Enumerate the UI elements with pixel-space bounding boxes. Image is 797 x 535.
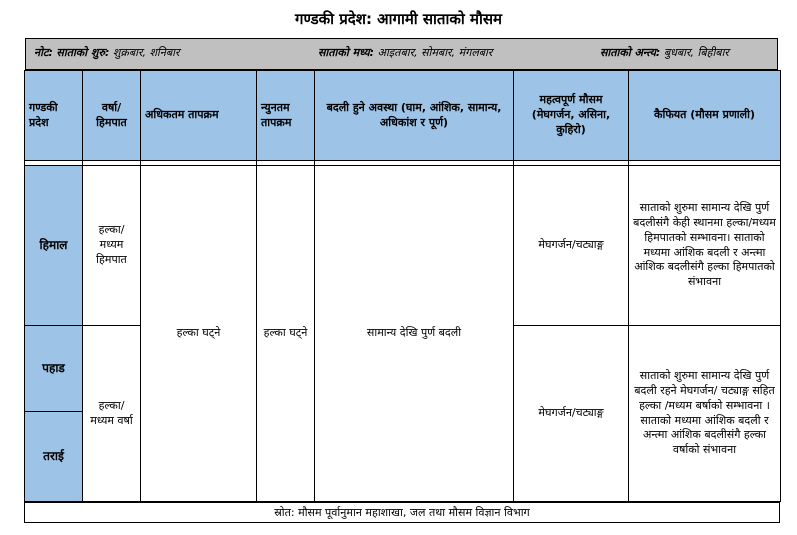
precip-pahad-terai: हल्का/ मध्यम वर्षा — [83, 326, 141, 502]
precip-himal: हल्का/ मध्यम हिमपात — [83, 166, 141, 326]
week-start-label: साताको शुरु: — [56, 46, 110, 59]
region-himal: हिमाल — [25, 166, 83, 326]
week-end-label: साताको अन्त्य: — [600, 46, 661, 59]
min-temp-cell: हल्का घट्ने — [257, 166, 315, 502]
page-title: गण्डकी प्रदेश: आगामी साताको मौसम — [295, 10, 502, 28]
note-week-middle — [318, 45, 492, 60]
week-middle-value: आइतबार, सोमबार, मंगलबार — [377, 46, 493, 59]
header-remarks: कैफियत (मौसम प्रणाली) — [629, 71, 781, 161]
header-row — [25, 71, 781, 161]
header-significant: महत्वपूर्ण मौसम (मेघगर्जन, असिना, कुहिरो) — [514, 71, 629, 161]
remarks-himal: साताको शुरुमा सामान्य देखि पुर्ण बदलीसंगै केही स्थानमा हल्का/मध्यम हिमपातको सम्भावना। साताको मध्यमा आंशिक बदली र अन्त्मा आंशिक बदलीसंगै हल्का हिमपातको संभावना — [629, 166, 781, 326]
header-region: गण्डकी प्रदेश — [25, 71, 83, 161]
significant-himal: मेघगर्जन/चट्याङ्ग — [514, 166, 629, 326]
max-temp-cell: हल्का घट्ने — [141, 166, 257, 502]
header-sky: बदली हुने अवस्था (घाम, आंशिक, सामान्य, अधिकांश र पूर्ण) — [315, 71, 514, 161]
remarks-pahad-terai: साताको शुरुमा सामान्य देखि पुर्ण बदली रहने मेघगर्जन/ चट्याङ्ग सहित हल्का /मध्यम बर्षाको सम्भावना । साताको मध्यमा आंशिक बदली र अन्त्मा आंशिक बदलीसंगै हल्का वर्षाको संभावना — [629, 326, 781, 502]
note-bar — [25, 38, 778, 70]
significant-pahad-terai: मेघगर्जन/चट्याङ्ग — [514, 326, 629, 502]
table-row-himal — [25, 166, 781, 326]
header-precip: वर्षा/ हिमपात — [83, 71, 141, 161]
header-max-temp: अधिकतम तापक्रम — [141, 71, 257, 161]
source-note: स्रोत: मौसम पूर्वानुमान महाशाखा, जल तथा मौसम विज्ञान विभाग — [24, 502, 780, 523]
note-week-start — [34, 45, 180, 60]
region-terai: तराई — [25, 412, 83, 502]
sky-cell: सामान्य देखि पुर्ण बदली — [315, 166, 514, 502]
note-prefix: नोट: — [34, 46, 53, 59]
header-min-temp: न्युनतम तापक्रम — [257, 71, 315, 161]
note-week-end — [600, 45, 729, 60]
forecast-table — [24, 70, 781, 502]
week-middle-label: साताको मध्य: — [318, 46, 375, 59]
region-pahad: पहाड — [25, 326, 83, 412]
week-start-value: शुक्रबार, शनिबार — [112, 46, 180, 59]
week-end-value: बुधबार, बिहीबार — [663, 46, 729, 59]
